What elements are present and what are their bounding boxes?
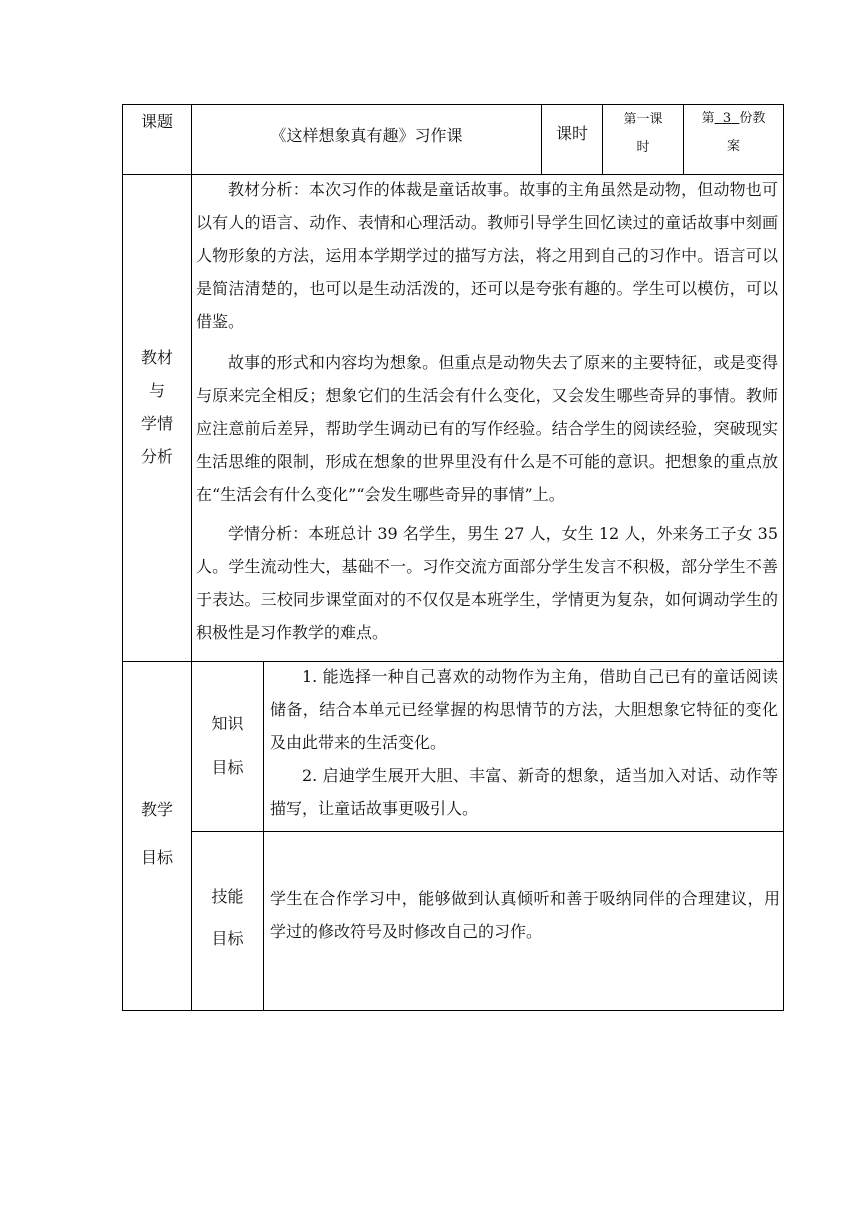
copy-count-line2: 案 [726,139,740,154]
analysis-label-line1: 教材 [140,348,173,367]
knowledge-goal-item-1: 1. 能选择一种自己喜欢的动物作为主角，借助自己已有的童话阅读储备，结合本单元已经掌握的构思情节的方法，大胆想象它特征的变化及由此带来的生活变化。 [270,667,778,752]
skill-goal-label-cell [192,832,263,1010]
textbook-analysis-paragraph: 教材分析：本次习作的体裁是童话故事。故事的主角虽然是动物，但动物也可以有人的语言、动作、表情和心理活动。教师引导学生回忆读过的童话故事中刻画人物形象的方法，运用本学期学过的描写方法，将之用到自己的习作中。语言可以是简洁清楚的，也可以是生动活泼的，还可以是夸张有趣的。学生可以模仿，可以借鉴。 [196,180,778,331]
table-border-right [783,104,784,1011]
analysis-label-line4: 分析 [140,447,173,466]
skill-goal-label-line1: 技能 [211,887,244,906]
table-border-sublabel [263,661,264,1011]
period-label-cell [542,105,602,159]
skill-goal-content-cell [270,882,780,982]
copy-count-cell [684,105,783,174]
knowledge-goal-item-2: 2. 启迪学生展开大胆、丰富、新奇的想象，适当加入对话、动作等描写，让童话故事更吸引人。 [270,766,778,818]
period-value-cell [603,105,683,174]
student-analysis-paragraph: 学情分析：本班总计 39 名学生，男生 27 人，女生 12 人，外来务工子女 35 人。学生流动性大，基础不一。习作交流方面部分学生发言不积极，部分学生不善于表达。三校同步课堂面对的不仅仅是本班学生，学情更为复杂，如何调动学生的积极性是习作教学的难点。 [196,524,778,642]
skill-goal-label-line2: 目标 [211,929,244,948]
goals-label-cell [123,662,191,1010]
knowledge-goal-label-line2: 目标 [211,758,244,777]
subject-label: 课题 [140,112,173,131]
analysis-label-cell [123,175,191,661]
analysis-label-line3: 学情 [140,414,173,433]
period-value-line2: 时 [636,140,650,155]
goals-label-line1: 教学 [140,800,173,819]
lesson-title-cell [192,105,541,164]
period-value-line1: 第一课 [623,112,663,127]
goals-label-line2: 目标 [140,848,173,867]
skill-goal-text: 学生在合作学习中，能够做到认真倾听和善于吸纳同伴的合理建议，用学过的修改符号及时修改自己的习作。 [270,889,780,941]
analysis-label-line2: 与 [148,381,165,400]
analysis-content-cell [196,173,778,661]
copy-count-line1 [684,105,783,133]
knowledge-goal-content-cell [270,660,778,831]
imagination-focus-paragraph: 故事的形式和内容均为想象。但重点是动物失去了原来的主要特征，或是变得与原来完全相反；想象它们的生活会有什么变化，又会发生哪些奇异的事情。教师应注意前后差异，帮助学生调动已有的写作经验。结合学生的阅读经验，突破现实生活思维的限制，形成在想象的世界里没有什么是不可能的意识。把想象的重点放在“生活会有什么变化”“会发生哪些奇异的事情”上。 [196,353,778,504]
copy-prefix: 第 [701,111,715,126]
knowledge-goal-label-line1: 知识 [211,714,244,733]
lesson-title: 《这样想象真有趣》习作课 [270,126,463,145]
table-border-bottom [122,1010,784,1011]
copy-suffix: 份教 [739,111,766,126]
table-border-goals-split [191,831,784,832]
knowledge-goal-label-cell [192,662,263,831]
period-label: 课时 [555,123,588,143]
subject-label-cell [123,105,191,174]
copy-number: 3 [722,111,732,126]
